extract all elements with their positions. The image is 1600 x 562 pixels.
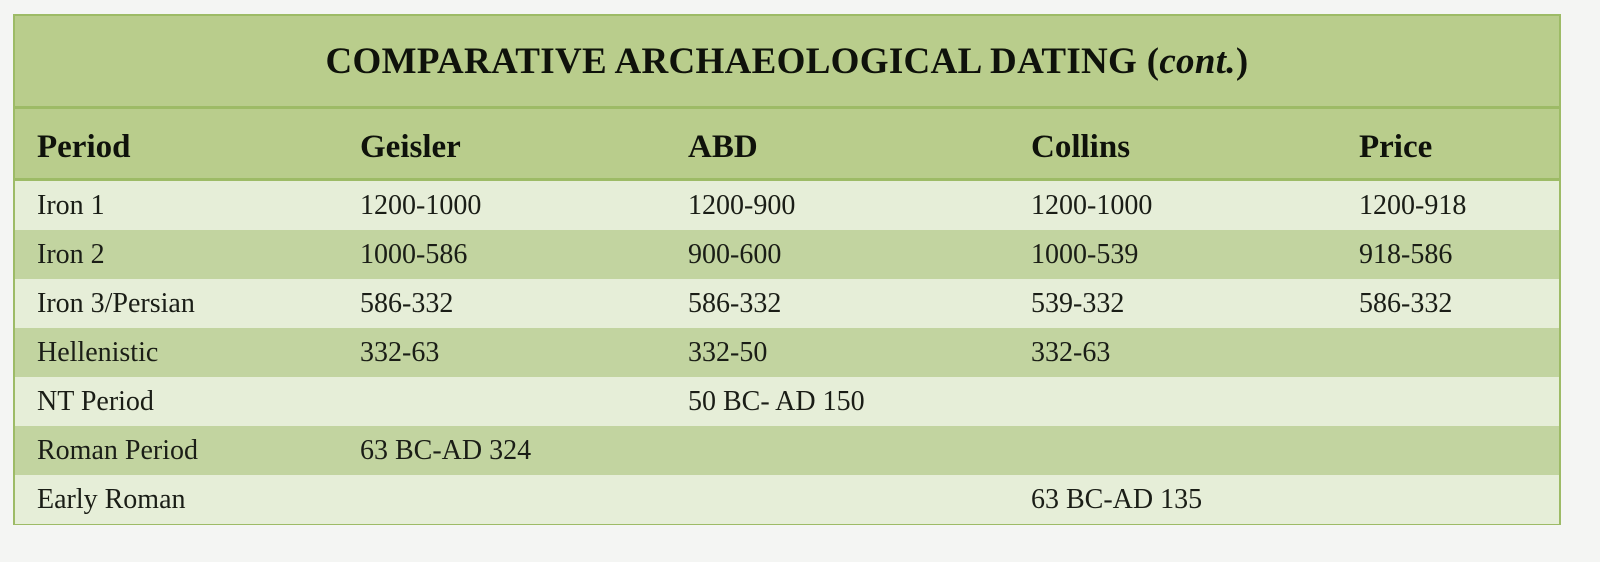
cell-collins: 332-63 [1031,336,1111,368]
header-collins: Collins [1031,129,1131,165]
cell-abd: 900-600 [688,238,782,270]
cell-period: NT Period [37,385,154,417]
table-title-close: ) [1235,40,1249,82]
table-row [15,279,1559,328]
cell-geisler: 586-332 [360,287,454,319]
cell-geisler: 332-63 [360,336,440,368]
table-row [15,475,1559,524]
cell-abd: 332-50 [688,336,768,368]
cell-period: Iron 2 [37,238,105,270]
table-title [326,40,1249,83]
cell-period: Roman Period [37,434,198,466]
cell-abd: 1200-900 [688,189,796,221]
table-row [15,230,1559,279]
cell-price: 918-586 [1359,238,1453,270]
dating-table [13,14,1561,525]
table-title-band [15,16,1559,109]
table-row [15,181,1559,230]
table-row [15,426,1559,475]
header-price: Price [1359,129,1433,165]
cell-period: Iron 1 [37,189,105,221]
header-geisler: Geisler [360,129,461,165]
cell-geisler: 1000-586 [360,238,468,270]
cell-price: 1200-918 [1359,189,1467,221]
cell-collins: 63 BC-AD 135 [1031,483,1203,515]
table-title-open: ( [1146,40,1160,82]
table-title-cont: cont. [1159,40,1236,82]
cell-geisler: 63 BC-AD 324 [360,434,532,466]
cell-period: Iron 3/Persian [37,287,195,319]
cell-collins: 539-332 [1031,287,1125,319]
table-row [15,328,1559,377]
cell-period: Hellenistic [37,336,159,368]
table-title-main: COMPARATIVE ARCHAEOLOGICAL DATING [325,40,1138,82]
table-row [15,377,1559,426]
cell-period: Early Roman [37,483,186,515]
header-period: Period [37,129,131,165]
table-header-row [15,109,1559,181]
cell-abd: 50 BC- AD 150 [688,385,865,417]
cell-collins: 1200-1000 [1031,189,1153,221]
header-abd: ABD [688,129,758,165]
cell-collins: 1000-539 [1031,238,1139,270]
cell-geisler: 1200-1000 [360,189,482,221]
cell-abd: 586-332 [688,287,782,319]
cell-price: 586-332 [1359,287,1453,319]
